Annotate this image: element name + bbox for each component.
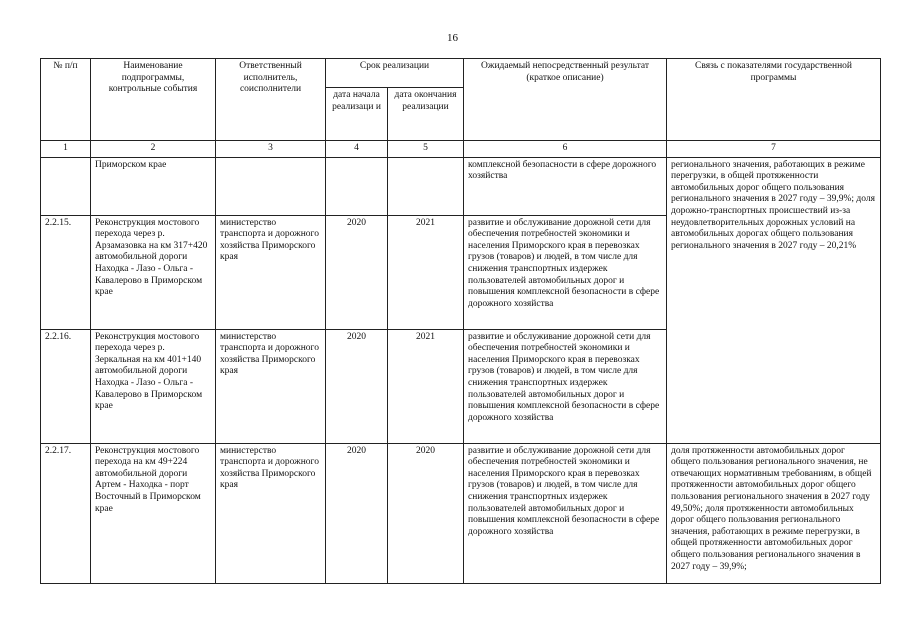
- row-start: [326, 157, 388, 215]
- header-row: [41, 59, 881, 88]
- row-result: комплексной безопасности в сфере дорожного хозяйства: [464, 157, 667, 215]
- row-name: Реконструкция мостового перехода на км 49+224 автомобильной дороги Артем - Находка - порт Восточный в Приморском крае: [91, 443, 216, 583]
- row-number: [41, 157, 91, 215]
- row-result: развитие и обслуживание дорожной сети для обеспечения потребностей экономики и населения Приморского края в перевозках грузов (товаров) и людей, в том числе для снижения транспортных издержек пользователей автомобильных дорог и повышения комплексной безопасности в сфере дорожного хозяйства: [464, 329, 667, 443]
- row-executor: министерство транспорта и дорожного хозяйства Приморского края: [216, 329, 326, 443]
- column-number: 1: [41, 141, 91, 158]
- row-executor: министерство транспорта и дорожного хозяйства Приморского края: [216, 443, 326, 583]
- row-executor: [216, 157, 326, 215]
- row-start: 2020: [326, 443, 388, 583]
- column-number: 4: [326, 141, 388, 158]
- row-end: 2020: [388, 443, 464, 583]
- row-end: 2021: [388, 329, 464, 443]
- header-link: Связь с показателями государственной программы: [667, 59, 881, 141]
- column-number: 5: [388, 141, 464, 158]
- header-end-date: дата окончания реализации: [388, 88, 464, 141]
- row-number: 2.2.17.: [41, 443, 91, 583]
- row-name: Реконструкция мостового перехода через р. Арзамазовка на км 317+420 автомобильной дороги Находка - Лазо - Ольга - Кавалерово в Приморском крае: [91, 215, 216, 329]
- table-row: [41, 443, 881, 583]
- row-end: 2021: [388, 215, 464, 329]
- row-result: развитие и обслуживание дорожной сети для обеспечения потребностей экономики и населения Приморского края в перевозках грузов (товаров) и людей, в том числе для снижения транспортных издержек пользователей автомобильных дорог и повышения комплексной безопасности в сфере дорожного хозяйства: [464, 443, 667, 583]
- row-name: Приморском крае: [91, 157, 216, 215]
- header-number: № п/п: [41, 59, 91, 141]
- header-name: Наименование подпрограммы, контрольные события: [91, 59, 216, 141]
- header-start-date: дата начала реализаци и: [326, 88, 388, 141]
- program-table: [40, 58, 881, 584]
- row-result: развитие и обслуживание дорожной сети для обеспечения потребностей экономики и населения Приморского края в перевозках грузов (товаров) и людей, в том числе для снижения транспортных издержек пользователей автомобильных дорог и повышения комплексной безопасности в сфере дорожного хозяйства: [464, 215, 667, 329]
- row-number: 2.2.16.: [41, 329, 91, 443]
- column-number: 6: [464, 141, 667, 158]
- column-number: 3: [216, 141, 326, 158]
- row-link-shared: регионального значения, работающих в режиме перегрузки, в общей протяженности автомобильных дорог общего пользования регионального значения в 2027 году – 39,9%; доля дорожно-транспортных происшествий из-за неудовлетворительных дорожных условий на автомобильных дорогах общего пользования регионального значения в 2027 году – 20,21%: [667, 157, 881, 443]
- row-link: доля протяженности автомобильных дорог общего пользования регионального значения, не отвечающих нормативным требованиям, в общей протяженности автомобильных дорог общего пользования регионального значения в 2027 году 49,50%; доля протяженности автомобильных дорог общего пользования регионального значения, работающих в режиме перегрузки, в общей протяженности автомобильных дорог общего пользования регионального значения в 2027 году – 39,9%;: [667, 443, 881, 583]
- table-row-continuation: [41, 157, 881, 215]
- column-number-row: [41, 141, 881, 158]
- row-number: 2.2.15.: [41, 215, 91, 329]
- row-name: Реконструкция мостового перехода через р. Зеркальная на км 401+140 автомобильной дороги Находка - Лазо - Ольга - Кавалерово в Приморском крае: [91, 329, 216, 443]
- page-number: 16: [447, 32, 458, 44]
- row-end: [388, 157, 464, 215]
- header-period: Срок реализации: [326, 59, 464, 88]
- row-start: 2020: [326, 215, 388, 329]
- header-executor: Ответственный исполнитель, соисполнители: [216, 59, 326, 141]
- row-executor: министерство транспорта и дорожного хозяйства Приморского края: [216, 215, 326, 329]
- header-result: Ожидаемый непосредственный результат (краткое описание): [464, 59, 667, 141]
- column-number: 2: [91, 141, 216, 158]
- row-start: 2020: [326, 329, 388, 443]
- column-number: 7: [667, 141, 881, 158]
